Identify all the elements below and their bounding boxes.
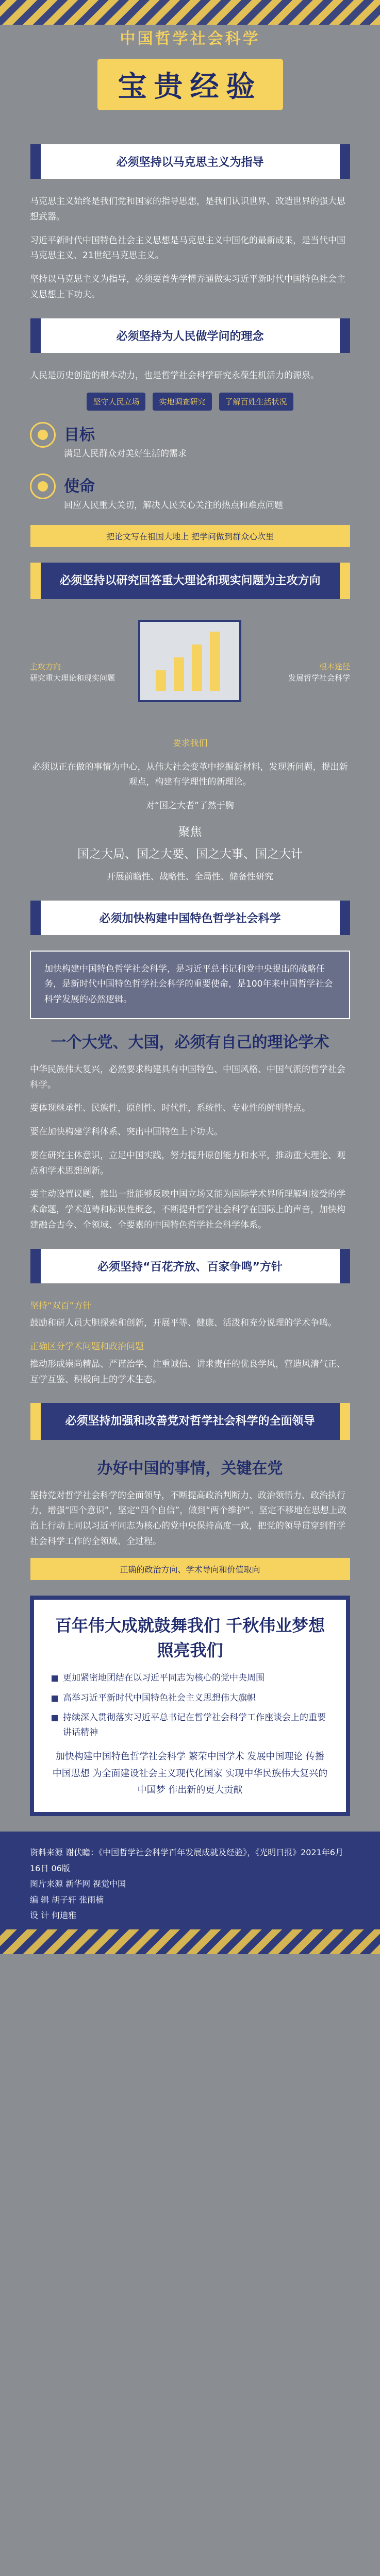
section-heading: 必须坚持为人民做学问的理念 bbox=[30, 318, 350, 353]
card-title: 百年伟大成就鼓舞我们 千秋伟业梦想照亮我们 bbox=[55, 1615, 325, 1660]
goal-title: 目标 bbox=[64, 426, 95, 445]
section-leadership bbox=[0, 1403, 380, 1580]
section-research bbox=[0, 563, 380, 885]
section-heading: 必须坚持“百花齐放、百家争鸣”方针 bbox=[30, 1249, 350, 1283]
top-stripe bbox=[0, 0, 380, 25]
right-note bbox=[247, 661, 350, 684]
slogan-bar: 把论文写在祖国大地上 把学问做到群众心坎里 bbox=[30, 525, 350, 547]
hero-subtitle: 中国哲学社会科学 bbox=[120, 30, 260, 48]
summary-card bbox=[30, 1596, 350, 1817]
tag: 坚守人民立场 bbox=[87, 393, 145, 411]
left-note bbox=[30, 661, 133, 684]
list-item: 更加紧密地团结在以习近平同志为核心的党中央周围 bbox=[52, 1671, 328, 1686]
requirement-text: 必须以正在做的事情为中心，从伟大社会变革中挖掘新材料，发现新问题，提出新观点，构建有学理性的新理论。 bbox=[32, 761, 348, 788]
slogan: 一个大党、大国，必须有自己的理论学术 bbox=[51, 1033, 329, 1052]
bar-chart-icon bbox=[138, 620, 241, 702]
tag-list bbox=[30, 393, 350, 411]
mission-text: 回应人民重大关切，解决人民关心关注的热点和难点问题 bbox=[64, 500, 283, 511]
footer-image-credit: 图片来源 新华网 视觉中国 bbox=[30, 1879, 126, 1889]
sub-heading: 坚持“双百”方针 bbox=[30, 1300, 92, 1311]
left-note-text: 研究重大理论和现实问题 bbox=[30, 673, 115, 683]
paragraph: 推动形成崇尚精品、严谨治学、注重诚信、讲求责任的优良学风，营造风清气正、互学互鉴、积极向上的学术生态。 bbox=[30, 1359, 345, 1385]
paragraph: 要在研究主体意识，立足中国实践，努力提升原创能力和水平，推动重大理论、观点和学术思想创新。 bbox=[30, 1150, 345, 1176]
section-heading: 必须坚持加强和改善党对哲学社会科学的全面领导 bbox=[30, 1403, 350, 1439]
paragraph: 习近平新时代中国特色社会主义思想是马克思主义中国化的最新成果，是当代中国马克思主义、21世纪马克思主义。 bbox=[30, 235, 345, 261]
goal-row bbox=[30, 422, 350, 462]
tag: 实地调查研究 bbox=[153, 393, 211, 411]
paragraph: 人民是历史创造的根本动力，也是哲学社会科学研究永葆生机活力的源泉。 bbox=[30, 370, 319, 381]
slogan: 办好中国的事情，关键在党 bbox=[97, 1459, 283, 1478]
card-list bbox=[52, 1671, 328, 1741]
paragraph: 鼓励和研人员大胆探索和创新，开展平等、健康、活泼和充分说理的学术争鸣。 bbox=[30, 1318, 337, 1329]
goal-text: 满足人民群众对美好生活的需求 bbox=[64, 449, 187, 460]
card-closing: 加快构建中国特色哲学社会科学 繁荣中国学术 发展中国理论 传播中国思想 为全面建设社会主义现代化国家 实现中华民族伟大复兴的中国梦 作出新的更大贡献 bbox=[52, 1751, 328, 1795]
list-item: 高举习近平新时代中国特色社会主义思想伟大旗帜 bbox=[52, 1691, 328, 1706]
paragraph: 坚持党对哲学社会科学的全面领导，不断提高政治判断力、政治领悟力、政治执行力，增强“四个意识”，坚定“四个自信”，做到“两个维护”。坚定不移地在思想上政治上行动上同以习近平同志为核心的党中央保持高度一致，把党的领导贯穿到哲学社会科学工作的全领域、全过程。 bbox=[30, 1490, 346, 1547]
section-heading: 必须加快构建中国特色哲学社会科学 bbox=[30, 901, 350, 935]
paragraph: 加快构建中国特色哲学社会科学，是习近平总书记和党中央提出的战略任务，是新时代中国特色哲学社会科学的重要使命，是100年来中国哲学社会科学发展的必然逻辑。 bbox=[44, 963, 333, 1005]
right-note-title: 根本途径 bbox=[319, 662, 350, 671]
paragraph: 要在加快构建学科体系、突出中国特色上下功夫。 bbox=[30, 1127, 223, 1138]
requirement-label: 要求我们 bbox=[172, 738, 208, 749]
mission-row bbox=[30, 473, 350, 514]
paragraph: 坚持以马克思主义为指导，必须要首先学懂弄通做实习近平新时代中国特色社会主义思想上下功夫。 bbox=[30, 274, 345, 300]
slogan-bar: 正确的政治方向、学术导向和价值取向 bbox=[30, 1558, 350, 1580]
paragraph: 开展前瞻性、战略性、全局性、储备性研究 bbox=[107, 871, 273, 882]
bottom-stripe bbox=[0, 1929, 380, 1954]
section-people bbox=[0, 318, 380, 547]
section-heading: 必须坚持以马克思主义为指导 bbox=[30, 144, 350, 179]
section-summary bbox=[0, 1596, 380, 1817]
illustration bbox=[30, 615, 350, 728]
section-hundred-flowers bbox=[0, 1249, 380, 1388]
focus-text: 国之大局、国之大要、国之大事、国之大计 bbox=[77, 847, 303, 861]
mission-icon bbox=[30, 473, 56, 499]
hero-title: 宝贵经验 bbox=[97, 59, 283, 110]
intro-box bbox=[30, 951, 350, 1019]
left-note-title: 主攻方向 bbox=[30, 662, 61, 671]
target-icon bbox=[30, 422, 56, 448]
focus-label: 聚焦 bbox=[178, 825, 202, 839]
mission-title: 使命 bbox=[64, 478, 95, 496]
hero-banner bbox=[0, 0, 380, 129]
right-note-text: 发展哲学社会科学 bbox=[288, 673, 350, 683]
section-marxism bbox=[0, 144, 380, 303]
footer-source: 资料来源 谢伏瞻：《中国哲学社会科学百年发展成就及经验》，《光明日报》2021年6月16日 06版 bbox=[30, 1848, 343, 1873]
footer-design: 设 计 何迪雅 bbox=[30, 1910, 77, 1920]
footer-editor: 编 辑 胡子轩 张雨楠 bbox=[30, 1894, 104, 1905]
section-build bbox=[0, 901, 380, 1233]
paragraph: 中华民族伟大复兴，必然要求构建具有中国特色、中国风格、中国气派的哲学社会科学。 bbox=[30, 1064, 345, 1090]
tag: 了解百姓生活状况 bbox=[219, 393, 293, 411]
sub-label: 对“国之大者”了然于胸 bbox=[146, 801, 234, 811]
paragraph: 马克思主义始终是我们党和国家的指导思想，是我们认识世界、改造世界的强大思想武器。 bbox=[30, 196, 345, 222]
footer bbox=[0, 1832, 380, 1954]
list-item: 持续深入贯彻落实习近平总书记在哲学社会科学工作座谈会上的重要讲话精神 bbox=[52, 1710, 328, 1740]
sub-heading: 正确区分学术问题和政治问题 bbox=[30, 1342, 144, 1352]
paragraph: 要体现继承性、民族性，原创性、时代性，系统性、专业性的鲜明特点。 bbox=[30, 1103, 310, 1114]
section-heading: 必须坚持以研究回答重大理论和现实问题为主攻方向 bbox=[30, 563, 350, 599]
paragraph: 要主动设置议题，推出一批能够反映中国立场又能为国际学术界所理解和接受的学术命题，学术范畴和标识性概念，不断提升哲学社会科学在国际上的声音，加快构建融合古今、全领域、全要素的中国特色哲学社会科学体系。 bbox=[30, 1189, 345, 1230]
